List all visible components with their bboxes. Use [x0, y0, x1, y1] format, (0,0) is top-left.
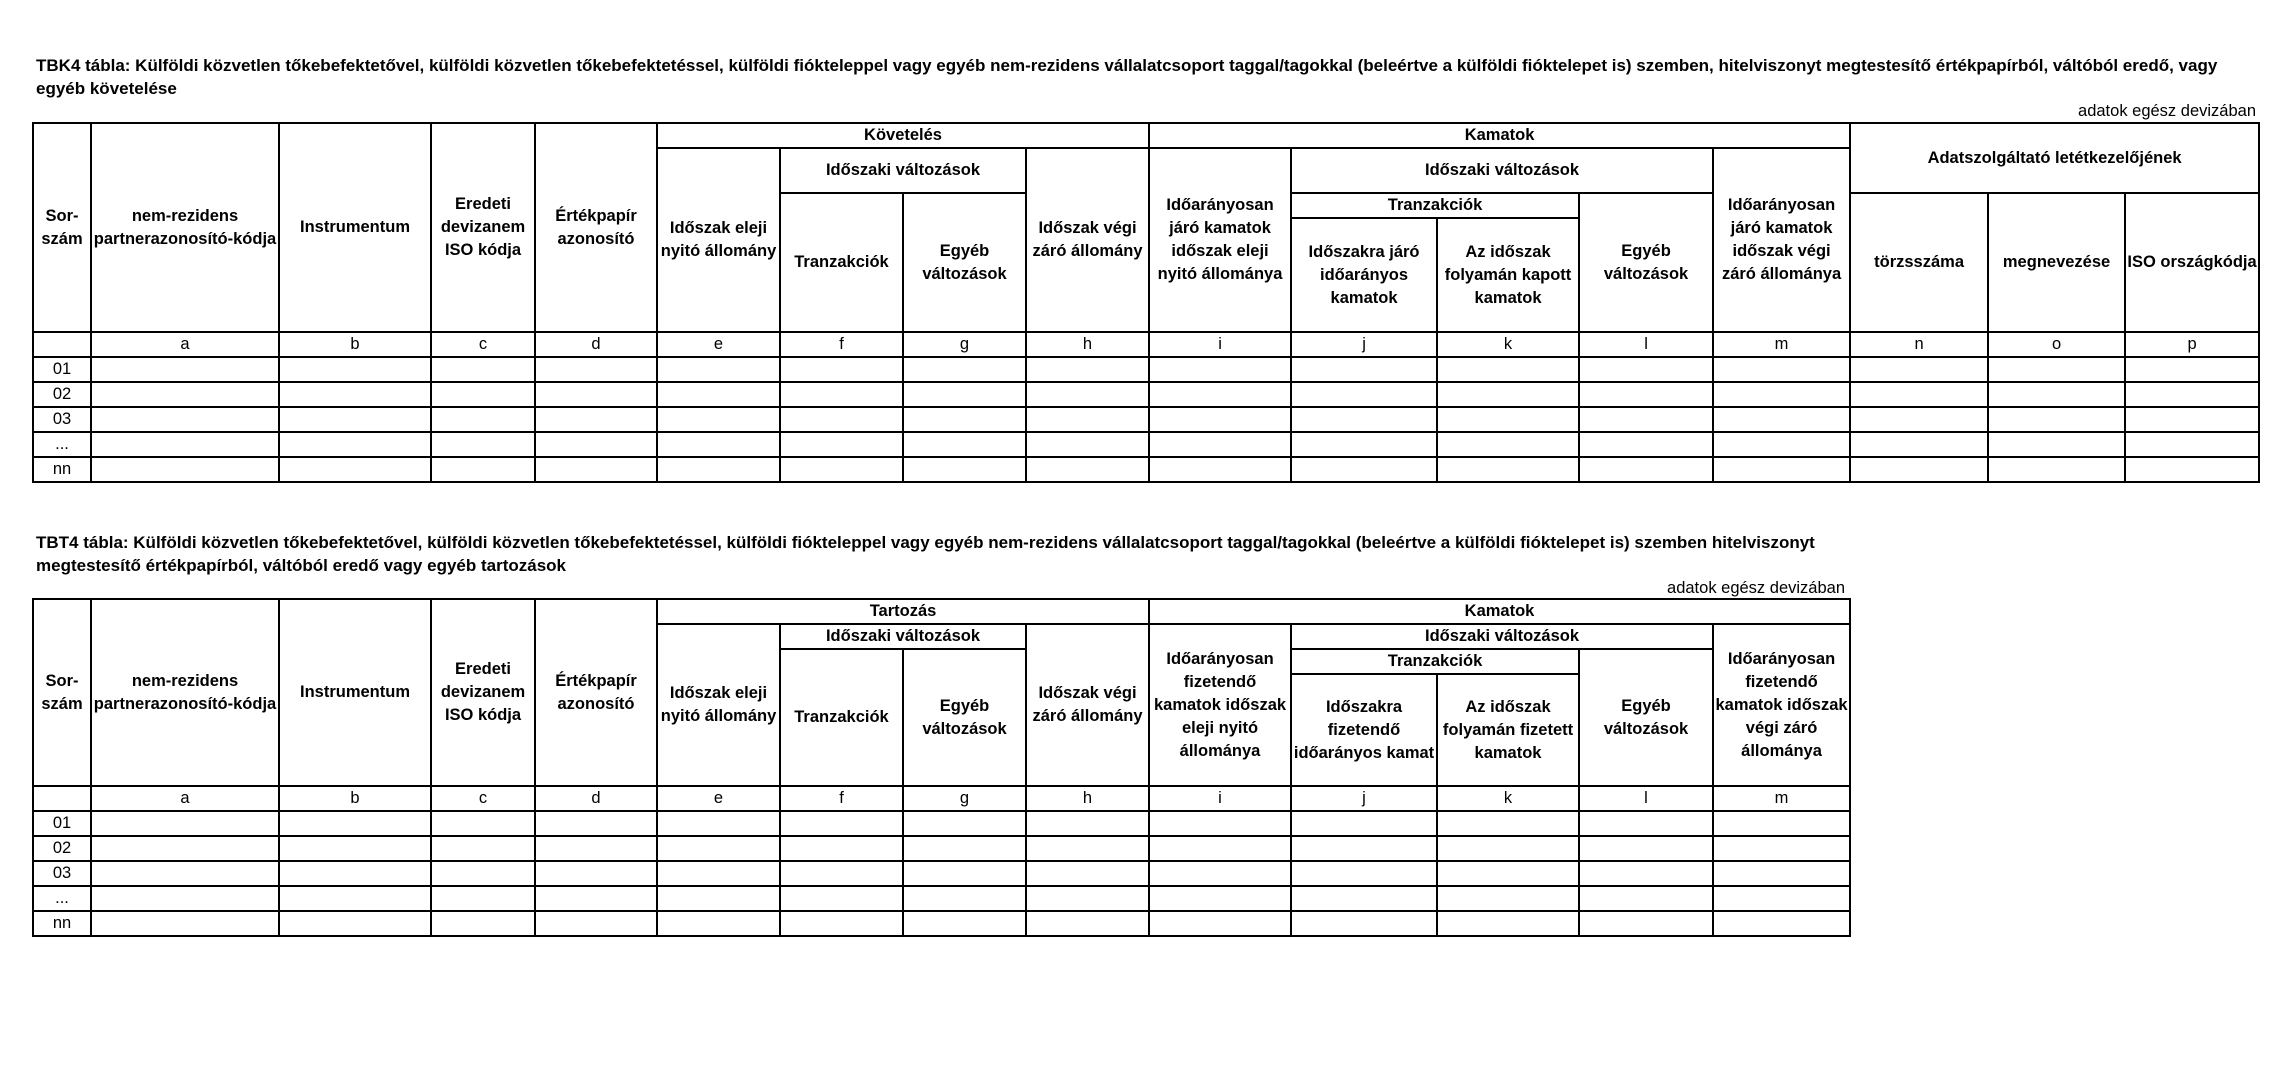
letter-cell: c — [431, 332, 535, 357]
data-cell[interactable] — [903, 836, 1026, 861]
data-cell[interactable] — [1149, 836, 1291, 861]
data-cell[interactable] — [91, 811, 279, 836]
header-tranzakciok: Tranzakciók — [780, 193, 903, 332]
data-cell[interactable] — [91, 911, 279, 936]
data-cell[interactable] — [431, 911, 535, 936]
header-kamat-idoszaki: Időszaki változások — [1291, 148, 1713, 193]
data-cell[interactable] — [780, 886, 903, 911]
unit-note-tbk4: adatok egész devizában — [2078, 102, 2256, 120]
data-cell[interactable] — [279, 407, 431, 432]
header-kamat-egyeb: Egyéb változások — [1579, 649, 1713, 786]
letter-cell — [33, 786, 91, 811]
letter-cell: e — [657, 332, 780, 357]
data-cell[interactable] — [1579, 886, 1713, 911]
data-cell[interactable] — [431, 811, 535, 836]
letter-cell: d — [535, 786, 657, 811]
header-group-kovetetes: Követelés — [657, 123, 1149, 148]
header-kamat-fizetendo: Időszakra fizetendő időarányos kamat — [1291, 674, 1437, 786]
table-title-tbk4: TBK4 tábla: Külföldi közvetlen tőkebefektetővel, külföldi közvetlen tőkebefektetéssel, külföldi fiókteleppel vagy egyéb nem-rezidens vállalatcsoport taggal/tagokkal (beleértve a külföldi fióktelepet is) szemben, hitelviszonyt megtestesítő értékpapírból, váltóból eredő, vagy egyéb követelése — [36, 56, 2218, 98]
data-cell[interactable] — [780, 836, 903, 861]
header-kamat-tranzakciok: Tranzakciók — [1291, 193, 1579, 218]
data-cell[interactable] — [91, 457, 279, 482]
data-cell[interactable] — [903, 861, 1026, 886]
data-cell[interactable] — [1988, 407, 2125, 432]
data-cell[interactable] — [657, 836, 780, 861]
header-kamat-jaro: Időszakra járó időarányos kamatok — [1291, 218, 1437, 332]
data-cell[interactable] — [1437, 382, 1579, 407]
data-cell[interactable] — [1149, 407, 1291, 432]
letter-cell: k — [1437, 786, 1579, 811]
data-cell[interactable] — [91, 407, 279, 432]
letter-cell: a — [91, 332, 279, 357]
data-cell[interactable] — [1437, 432, 1579, 457]
data-cell[interactable] — [535, 407, 657, 432]
data-cell[interactable] — [535, 382, 657, 407]
data-cell[interactable] — [1437, 836, 1579, 861]
header-zaro: Időszak végi záró állomány — [1026, 624, 1149, 786]
header-instrumentum: Instrumentum — [279, 599, 431, 786]
letter-cell: g — [903, 332, 1026, 357]
data-cell[interactable] — [431, 357, 535, 382]
data-cell[interactable] — [2125, 357, 2259, 382]
row-number: 02 — [33, 382, 91, 407]
data-cell[interactable] — [1291, 382, 1437, 407]
data-cell[interactable] — [1713, 836, 1850, 861]
unit-note-tbt4: adatok egész devizában — [1667, 579, 1845, 597]
data-cell[interactable] — [91, 432, 279, 457]
letter-cell: l — [1579, 786, 1713, 811]
header-kamat-kapott: Az időszak folyamán kapott kamatok — [1437, 218, 1579, 332]
data-cell[interactable] — [1291, 836, 1437, 861]
data-cell[interactable] — [1291, 811, 1437, 836]
letter-cell: b — [279, 786, 431, 811]
data-cell[interactable] — [1026, 407, 1149, 432]
header-group-tartozas: Tartozás — [657, 599, 1149, 624]
data-cell[interactable] — [657, 357, 780, 382]
data-cell[interactable] — [535, 886, 657, 911]
header-partner-code: nem-rezidens partnerazonosító-kódja — [91, 123, 279, 332]
data-cell[interactable] — [279, 432, 431, 457]
data-cell[interactable] — [1579, 811, 1713, 836]
data-cell[interactable] — [780, 861, 903, 886]
data-cell[interactable] — [535, 911, 657, 936]
header-kamat-zaro: Időarányosan fizetendő kamatok időszak végi záró állománya — [1713, 624, 1850, 786]
data-cell[interactable] — [431, 407, 535, 432]
row-number: 02 — [33, 836, 91, 861]
data-cell[interactable] — [1291, 432, 1437, 457]
data-cell[interactable] — [780, 432, 903, 457]
letter-cell: o — [1988, 332, 2125, 357]
data-cell[interactable] — [279, 382, 431, 407]
table-row — [33, 382, 2259, 407]
data-cell[interactable] — [279, 886, 431, 911]
data-cell[interactable] — [657, 811, 780, 836]
data-cell[interactable] — [1437, 407, 1579, 432]
data-cell[interactable] — [1026, 457, 1149, 482]
table-row — [33, 836, 1850, 861]
header-kamat-egyeb: Egyéb változások — [1579, 193, 1713, 332]
data-cell[interactable] — [903, 382, 1026, 407]
row-number: 03 — [33, 407, 91, 432]
header-currency-iso: Eredeti devizanem ISO kódja — [431, 123, 535, 332]
letter-cell: c — [431, 786, 535, 811]
letter-cell: b — [279, 332, 431, 357]
data-cell[interactable] — [1850, 407, 1988, 432]
data-cell[interactable] — [1026, 886, 1149, 911]
letter-cell: i — [1149, 786, 1291, 811]
data-cell[interactable] — [1579, 382, 1713, 407]
header-torzsszam: törzsszáma — [1850, 193, 1988, 332]
data-cell[interactable] — [903, 407, 1026, 432]
data-cell[interactable] — [91, 357, 279, 382]
header-idoszaki: Időszaki változások — [780, 624, 1026, 649]
data-cell[interactable] — [780, 911, 903, 936]
data-cell[interactable] — [903, 811, 1026, 836]
data-cell[interactable] — [1149, 432, 1291, 457]
data-cell[interactable] — [535, 811, 657, 836]
data-cell[interactable] — [903, 357, 1026, 382]
data-cell[interactable] — [1437, 811, 1579, 836]
data-cell[interactable] — [1579, 407, 1713, 432]
header-sorszam: Sor-szám — [33, 599, 91, 786]
data-cell[interactable] — [1291, 457, 1437, 482]
data-cell[interactable] — [1291, 357, 1437, 382]
letter-cell: k — [1437, 332, 1579, 357]
header-security-id: Értékpapír azonosító — [535, 123, 657, 332]
header-nyito: Időszak eleji nyitó állomány — [657, 148, 780, 332]
data-cell[interactable] — [1713, 457, 1850, 482]
header-instrumentum: Instrumentum — [279, 123, 431, 332]
data-cell[interactable] — [1988, 457, 2125, 482]
table-row — [33, 861, 1850, 886]
row-number: nn — [33, 457, 91, 482]
data-cell[interactable] — [279, 836, 431, 861]
data-cell[interactable] — [1026, 382, 1149, 407]
data-cell[interactable] — [780, 382, 903, 407]
data-cell[interactable] — [1713, 861, 1850, 886]
data-cell[interactable] — [279, 861, 431, 886]
data-cell[interactable] — [535, 457, 657, 482]
data-cell[interactable] — [2125, 432, 2259, 457]
data-cell[interactable] — [1713, 911, 1850, 936]
data-cell[interactable] — [657, 911, 780, 936]
data-cell[interactable] — [1437, 357, 1579, 382]
data-cell[interactable] — [1149, 886, 1291, 911]
data-cell[interactable] — [535, 836, 657, 861]
data-cell[interactable] — [1579, 836, 1713, 861]
data-cell[interactable] — [535, 861, 657, 886]
row-number: ... — [33, 432, 91, 457]
header-kamat-nyito: Időarányosan járó kamatok időszak eleji nyitó állománya — [1149, 148, 1291, 332]
data-cell[interactable] — [657, 457, 780, 482]
data-cell[interactable] — [535, 432, 657, 457]
data-cell[interactable] — [1850, 432, 1988, 457]
data-cell[interactable] — [91, 382, 279, 407]
row-number: 01 — [33, 811, 91, 836]
letter-cell: h — [1026, 332, 1149, 357]
data-cell[interactable] — [1713, 432, 1850, 457]
table-row — [33, 357, 2259, 382]
data-cell[interactable] — [1713, 811, 1850, 836]
data-cell[interactable] — [91, 836, 279, 861]
data-cell[interactable] — [431, 382, 535, 407]
header-group-kamatok: Kamatok — [1149, 599, 1850, 624]
header-megnevezes: megnevezése — [1988, 193, 2125, 332]
header-group-adatszolgaltato: Adatszolgáltató letétkezelőjének — [1850, 123, 2259, 193]
data-cell[interactable] — [657, 886, 780, 911]
table-row — [33, 811, 1850, 836]
data-cell[interactable] — [279, 811, 431, 836]
data-cell[interactable] — [1713, 382, 1850, 407]
data-cell[interactable] — [657, 407, 780, 432]
data-cell[interactable] — [1026, 811, 1149, 836]
letter-cell: d — [535, 332, 657, 357]
header-partner-code: nem-rezidens partnerazonosító-kódja — [91, 599, 279, 786]
header-kamat-nyito: Időarányosan fizetendő kamatok időszak eleji nyitó állománya — [1149, 624, 1291, 786]
letter-cell: h — [1026, 786, 1149, 811]
data-cell[interactable] — [1713, 357, 1850, 382]
data-cell[interactable] — [1026, 357, 1149, 382]
data-cell[interactable] — [1713, 407, 1850, 432]
header-kamat-fizetett: Az időszak folyamán fizetett kamatok — [1437, 674, 1579, 786]
data-cell[interactable] — [1291, 861, 1437, 886]
header-currency-iso: Eredeti devizanem ISO kódja — [431, 599, 535, 786]
data-cell[interactable] — [91, 861, 279, 886]
header-egyeb: Egyéb változások — [903, 649, 1026, 786]
letter-cell: e — [657, 786, 780, 811]
data-cell[interactable] — [780, 457, 903, 482]
data-cell[interactable] — [1850, 457, 1988, 482]
row-number: 01 — [33, 357, 91, 382]
data-cell[interactable] — [1850, 357, 1988, 382]
header-group-kamatok: Kamatok — [1149, 123, 1850, 148]
header-kamat-tranzakciok: Tranzakciók — [1291, 649, 1579, 674]
row-number: nn — [33, 911, 91, 936]
data-cell[interactable] — [431, 836, 535, 861]
data-cell[interactable] — [1988, 382, 2125, 407]
tbk4-table — [32, 122, 2260, 483]
letter-cell: f — [780, 786, 903, 811]
data-cell[interactable] — [1850, 382, 1988, 407]
letter-cell: i — [1149, 332, 1291, 357]
letter-cell: g — [903, 786, 1026, 811]
header-iso-orszagkod: ISO országkódja — [2125, 193, 2259, 332]
data-cell[interactable] — [657, 382, 780, 407]
header-egyeb: Egyéb változások — [903, 193, 1026, 332]
data-cell[interactable] — [1579, 357, 1713, 382]
letter-cell: l — [1579, 332, 1713, 357]
data-cell[interactable] — [780, 811, 903, 836]
data-cell[interactable] — [431, 457, 535, 482]
data-cell[interactable] — [903, 886, 1026, 911]
data-cell[interactable] — [431, 861, 535, 886]
data-cell[interactable] — [535, 357, 657, 382]
table-title-tbt4: TBT4 tábla: Külföldi közvetlen tőkebefektetővel, külföldi közvetlen tőkebefektetéssel, külföldi fiókteleppel vagy egyéb nem-rezidens vállalatcsoport taggal/tagokkal (beleértve a külföldi fióktelepet is) szemben hitelviszonyt megtestesítő értékpapírból, váltóból eredő vagy egyéb tartozások — [36, 533, 1815, 575]
data-cell[interactable] — [1579, 911, 1713, 936]
data-cell[interactable] — [1291, 407, 1437, 432]
data-cell[interactable] — [1149, 357, 1291, 382]
data-cell[interactable] — [1579, 457, 1713, 482]
data-cell[interactable] — [91, 886, 279, 911]
letter-cell: n — [1850, 332, 1988, 357]
letter-cell: m — [1713, 786, 1850, 811]
data-cell[interactable] — [2125, 457, 2259, 482]
data-cell[interactable] — [2125, 407, 2259, 432]
letter-cell: j — [1291, 332, 1437, 357]
header-nyito: Időszak eleji nyitó állomány — [657, 624, 780, 786]
data-cell[interactable] — [1291, 886, 1437, 911]
data-cell[interactable] — [279, 357, 431, 382]
data-cell[interactable] — [431, 432, 535, 457]
data-cell[interactable] — [1988, 432, 2125, 457]
data-cell[interactable] — [1026, 861, 1149, 886]
header-kamat-zaro: Időarányosan járó kamatok időszak végi záró állománya — [1713, 148, 1850, 332]
data-cell[interactable] — [1149, 811, 1291, 836]
data-cell[interactable] — [1437, 861, 1579, 886]
data-cell[interactable] — [2125, 382, 2259, 407]
data-cell[interactable] — [1291, 911, 1437, 936]
data-cell[interactable] — [780, 407, 903, 432]
data-cell[interactable] — [657, 861, 780, 886]
data-cell[interactable] — [1149, 457, 1291, 482]
data-cell[interactable] — [431, 886, 535, 911]
data-cell[interactable] — [903, 911, 1026, 936]
data-cell[interactable] — [1149, 911, 1291, 936]
data-cell[interactable] — [903, 432, 1026, 457]
data-cell[interactable] — [1026, 432, 1149, 457]
row-number: 03 — [33, 861, 91, 886]
data-cell[interactable] — [1579, 861, 1713, 886]
data-cell[interactable] — [1149, 382, 1291, 407]
row-number: ... — [33, 886, 91, 911]
table-row — [33, 407, 2259, 432]
letter-cell: j — [1291, 786, 1437, 811]
header-tranzakciok: Tranzakciók — [780, 649, 903, 786]
letter-cell: m — [1713, 332, 1850, 357]
table-row — [33, 911, 1850, 936]
header-kamat-idoszaki: Időszaki változások — [1291, 624, 1713, 649]
letter-cell — [33, 332, 91, 357]
data-cell[interactable] — [1988, 357, 2125, 382]
data-cell[interactable] — [780, 357, 903, 382]
table-row — [33, 457, 2259, 482]
data-cell[interactable] — [279, 457, 431, 482]
header-security-id: Értékpapír azonosító — [535, 599, 657, 786]
tbt4-table — [32, 598, 1851, 937]
data-cell[interactable] — [279, 911, 431, 936]
data-cell[interactable] — [1026, 911, 1149, 936]
data-cell[interactable] — [657, 432, 780, 457]
table-row — [33, 886, 1850, 911]
data-cell[interactable] — [1579, 432, 1713, 457]
header-sorszam: Sor-szám — [33, 123, 91, 332]
data-cell[interactable] — [1026, 836, 1149, 861]
header-zaro: Időszak végi záró állomány — [1026, 148, 1149, 332]
header-idoszaki: Időszaki változások — [780, 148, 1026, 193]
letter-cell: p — [2125, 332, 2259, 357]
data-cell[interactable] — [1149, 861, 1291, 886]
data-cell[interactable] — [903, 457, 1026, 482]
data-cell[interactable] — [1437, 886, 1579, 911]
data-cell[interactable] — [1437, 457, 1579, 482]
data-cell[interactable] — [1713, 886, 1850, 911]
letter-cell: a — [91, 786, 279, 811]
data-cell[interactable] — [1437, 911, 1579, 936]
letter-cell: f — [780, 332, 903, 357]
table-row — [33, 432, 2259, 457]
